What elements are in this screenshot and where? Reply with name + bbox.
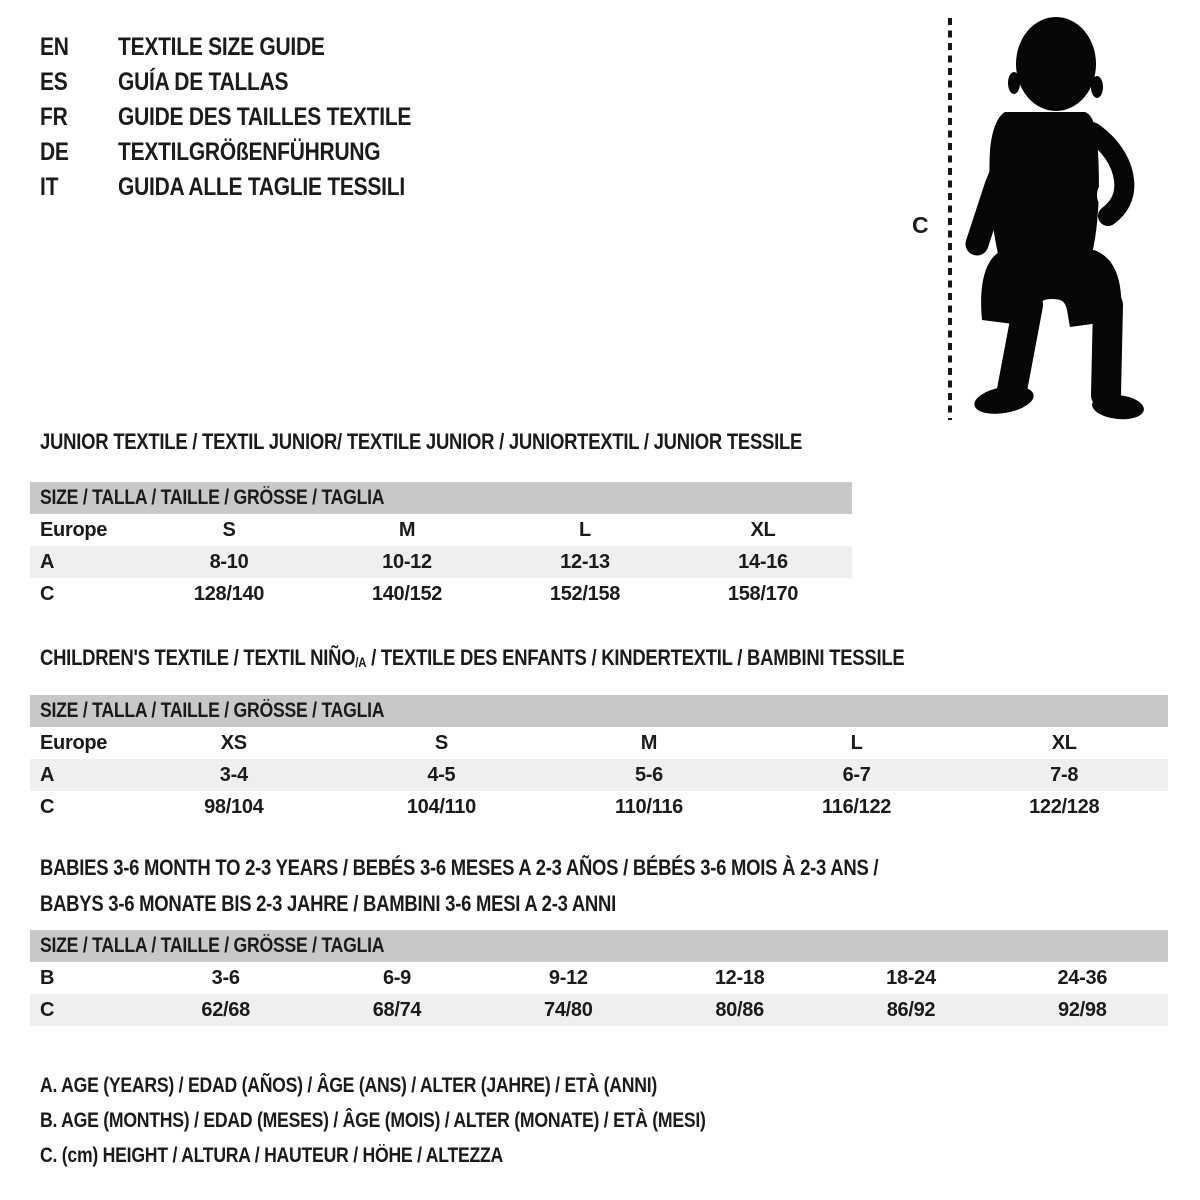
row-label: A — [30, 759, 130, 791]
size-col: S — [222, 518, 236, 541]
size-col: L — [579, 518, 591, 541]
age-value: 7-8 — [960, 759, 1168, 791]
height-value: 140/152 — [371, 582, 443, 605]
language-title-list — [40, 30, 467, 205]
age-value: 8-10 — [140, 546, 318, 578]
babies-size-table — [30, 930, 1168, 1026]
guide-title: TEXTILGRÖßENFÜHRUNG — [118, 138, 381, 166]
size-col: M — [398, 518, 416, 541]
guide-title: GUIDE DES TAILLES TEXTILE — [118, 103, 412, 131]
legend-line-c: C. (cm) HEIGHT / ALTURA / HAUTEUR / HÖHE / ALTEZZA — [40, 1144, 504, 1167]
nino-a-subscript: /A — [355, 654, 367, 670]
legend — [40, 1068, 832, 1173]
size-header-label: SIZE / TALLA / TAILLE / GRÖSSE / TAGLIA — [30, 695, 1168, 727]
europe-size-row — [30, 727, 1168, 759]
children-section — [30, 644, 1168, 823]
height-value: 110/116 — [614, 795, 683, 818]
height-value: 122/128 — [1029, 795, 1100, 818]
age-row-a — [30, 759, 1168, 791]
junior-section — [30, 428, 852, 610]
size-header-bar — [30, 930, 1168, 962]
junior-size-table — [30, 482, 852, 610]
babies-heading — [30, 850, 1168, 922]
toddler-silhouette-icon — [900, 10, 1174, 426]
row-label: A — [30, 546, 140, 578]
row-label: C — [40, 795, 55, 818]
children-heading: CHILDREN'S TEXTILE / TEXTIL NIÑO/A / TEXTILE DES ENFANTS / KINDERTEXTIL / BAMBINI TESSILE — [40, 645, 905, 670]
height-value: 62/68 — [140, 994, 311, 1026]
height-value: 92/98 — [997, 994, 1168, 1026]
months-value: 6-9 — [382, 966, 411, 989]
language-row-de — [40, 135, 467, 170]
row-label: Europe — [40, 731, 108, 754]
language-code: ES — [40, 68, 68, 96]
height-value: 104/110 — [406, 795, 476, 818]
height-value: 116/122 — [822, 795, 892, 818]
months-value: 18-24 — [886, 966, 936, 989]
size-col: XL — [1051, 731, 1077, 754]
language-row-it — [40, 170, 467, 205]
language-code: FR — [40, 103, 68, 131]
months-value: 12-18 — [714, 966, 765, 989]
guide-title: TEXTILE SIZE GUIDE — [118, 33, 325, 61]
language-row-fr — [40, 100, 467, 135]
height-measure-label: C — [912, 212, 929, 238]
language-code: IT — [40, 173, 59, 201]
size-col: XL — [750, 518, 776, 541]
age-value: 5-6 — [545, 759, 753, 791]
junior-heading: JUNIOR TEXTILE / TEXTIL JUNIOR/ TEXTILE JUNIOR / JUNIORTEXTIL / JUNIOR TESSILE — [40, 429, 803, 454]
age-value: 3-4 — [130, 759, 338, 791]
language-row-en — [40, 30, 467, 65]
babies-section — [30, 850, 1168, 1026]
size-header-label: SIZE / TALLA / TAILLE / GRÖSSE / TAGLIA — [30, 482, 852, 514]
height-figure — [900, 10, 1174, 426]
age-value: 14-16 — [674, 546, 852, 578]
language-code: DE — [40, 138, 69, 166]
height-value: 158/170 — [727, 582, 799, 605]
children-size-table — [30, 695, 1168, 823]
toddler-silhouette — [972, 17, 1145, 422]
row-label: Europe — [40, 518, 108, 541]
age-value: 12-13 — [496, 546, 674, 578]
size-col: XS — [220, 731, 247, 754]
height-row-c — [30, 791, 1168, 823]
guide-title: GUIDA ALLE TAGLIE TESSILI — [118, 173, 405, 201]
height-value: 74/80 — [483, 994, 654, 1026]
language-row-es — [40, 65, 467, 100]
height-value: 98/104 — [204, 795, 264, 818]
size-header-label: SIZE / TALLA / TAILLE / GRÖSSE / TAGLIA — [30, 930, 1168, 962]
months-row-b — [30, 962, 1168, 994]
age-value: 10-12 — [318, 546, 496, 578]
europe-size-row — [30, 514, 852, 546]
age-value: 6-7 — [753, 759, 961, 791]
height-value: 152/158 — [549, 582, 621, 605]
months-value: 24-36 — [1057, 966, 1108, 989]
size-col: M — [640, 731, 658, 754]
babies-heading-line2: BABYS 3-6 MONATE BIS 2-3 JAHRE / BAMBINI 3-6 MESI A 2-3 ANNI — [40, 891, 616, 916]
height-value: 80/86 — [654, 994, 825, 1026]
legend-line-a: A. AGE (YEARS) / EDAD (AÑOS) / ÂGE (ANS) / ALTER (JAHRE) / ETÀ (ANNI) — [40, 1074, 658, 1097]
height-row-c — [30, 994, 1168, 1026]
height-value: 86/92 — [825, 994, 996, 1026]
months-value: 9-12 — [548, 966, 588, 989]
row-label: C — [30, 994, 140, 1026]
babies-heading-line1: BABIES 3-6 MONTH TO 2-3 YEARS / BEBÉS 3-6 MESES A 2-3 AÑOS / BÉBÉS 3-6 MOIS À 2-3 ANS / — [40, 855, 879, 880]
age-row-a — [30, 546, 852, 578]
guide-title: GUÍA DE TALLAS — [118, 68, 289, 96]
legend-line-b: B. AGE (MONTHS) / EDAD (MESES) / ÂGE (MOIS) / ALTER (MONATE) / ETÀ (MESI) — [40, 1109, 706, 1132]
height-value: 68/74 — [311, 994, 482, 1026]
size-col: S — [434, 731, 448, 754]
language-code: EN — [40, 33, 69, 61]
size-header-bar — [30, 482, 852, 514]
months-value: 3-6 — [211, 966, 240, 989]
arm-gap — [1097, 185, 1107, 205]
size-col: L — [850, 731, 863, 754]
height-value: 128/140 — [193, 582, 265, 605]
row-label: B — [40, 966, 55, 989]
height-row-c — [30, 578, 852, 610]
age-value: 4-5 — [338, 759, 546, 791]
row-label: C — [40, 582, 55, 605]
size-header-bar — [30, 695, 1168, 727]
